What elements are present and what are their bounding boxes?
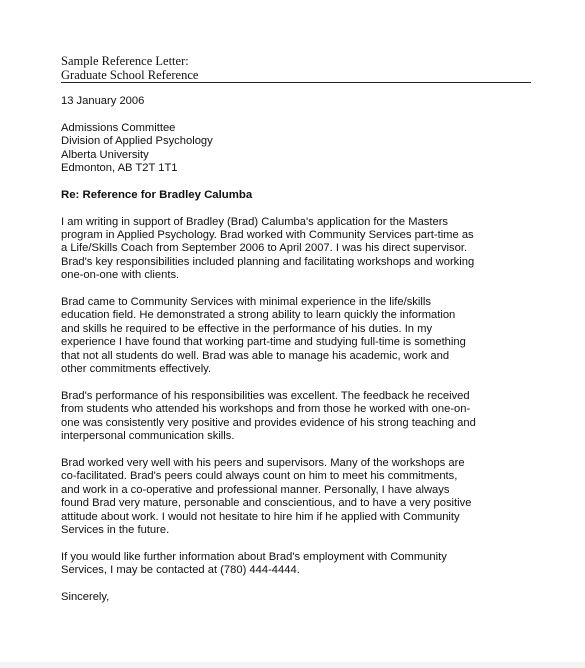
paragraph-line: Brad's performance of his responsibilities was excellent. The feedback he received: [61, 389, 470, 402]
paragraph-line: one was consistently very positive and provides evidence of his strong teaching and: [61, 416, 476, 429]
paragraph-line: and skills he required to be effective in the performance of his duties. In my: [61, 322, 433, 335]
paragraph-line: one-on-one with clients.: [61, 269, 180, 282]
paragraph-line: Services in the future.: [61, 523, 170, 536]
document-header: [61, 54, 531, 82]
header-title: Sample Reference Letter:: [61, 54, 189, 68]
paragraph-line: program in Applied Psychology. Brad worked with Community Services part-time as: [61, 229, 474, 242]
recipient-line: Alberta University: [61, 148, 149, 161]
recipient-address: [61, 122, 531, 176]
paragraph-line: education field. He demonstrated a strong ability to learn quickly the information: [61, 309, 456, 322]
header-divider: [61, 82, 531, 83]
paragraph-line: other commitments effectively.: [61, 363, 212, 376]
recipient-line: Edmonton, AB T2T 1T1: [61, 162, 178, 175]
paragraph-line: found Brad very mature, personable and conscientious, and to have a very positive: [61, 497, 472, 510]
paragraph-line: interpersonal communication skills.: [61, 430, 235, 443]
letter-subject: Re: Reference for Bradley Calumba: [61, 188, 253, 201]
paragraph: [61, 390, 531, 444]
paragraph: [61, 216, 531, 283]
paragraph-line: Brad's key responsibilities included planning and facilitating workshops and working: [61, 255, 475, 268]
letter-closing: Sincerely,: [61, 590, 110, 603]
paragraph-line: attitude about work. I would not hesitate to hire him if he applied with Community: [61, 510, 460, 523]
recipient-line: Division of Applied Psychology: [61, 135, 213, 148]
paragraph-line: and work in a co-operative and professional manner. Personally, I have always: [61, 483, 450, 496]
paragraph-line: Brad worked very well with his peers and supervisors. Many of the workshops are: [61, 456, 465, 469]
paragraph-line: Brad came to Community Services with minimal experience in the life/skills: [61, 296, 431, 309]
paragraph-line: Services, I may be contacted at (780) 444-4444.: [61, 564, 300, 577]
letter-body: [61, 95, 531, 604]
paragraph-line: experience I have found that working part-time and studying full-time is something: [61, 336, 466, 349]
paragraph: [61, 457, 531, 537]
paragraph-line: If you would like further information about Brad's employment with Community: [61, 550, 447, 563]
paragraph-line: from students who attended his workshops and from those he worked with one-on-: [61, 403, 471, 416]
page-bottom-band: [0, 662, 585, 668]
paragraph-line: that not all students do well. Brad was able to manage his academic, work and: [61, 349, 450, 362]
paragraph: [61, 296, 531, 376]
paragraph: [61, 551, 531, 578]
paragraph-line: I am writing in support of Bradley (Brad) Calumba's application for the Masters: [61, 215, 449, 228]
recipient-line: Admissions Committee: [61, 121, 176, 134]
paragraph-line: a Life/Skills Coach from September 2006 to April 2007. I was his direct supervisor.: [61, 242, 468, 255]
letter-date: 13 January 2006: [61, 95, 145, 107]
header-subtitle: Graduate School Reference: [61, 68, 199, 82]
paragraph-line: co-facilitated. Brad's peers could always count on him to meet his commitments,: [61, 470, 458, 483]
